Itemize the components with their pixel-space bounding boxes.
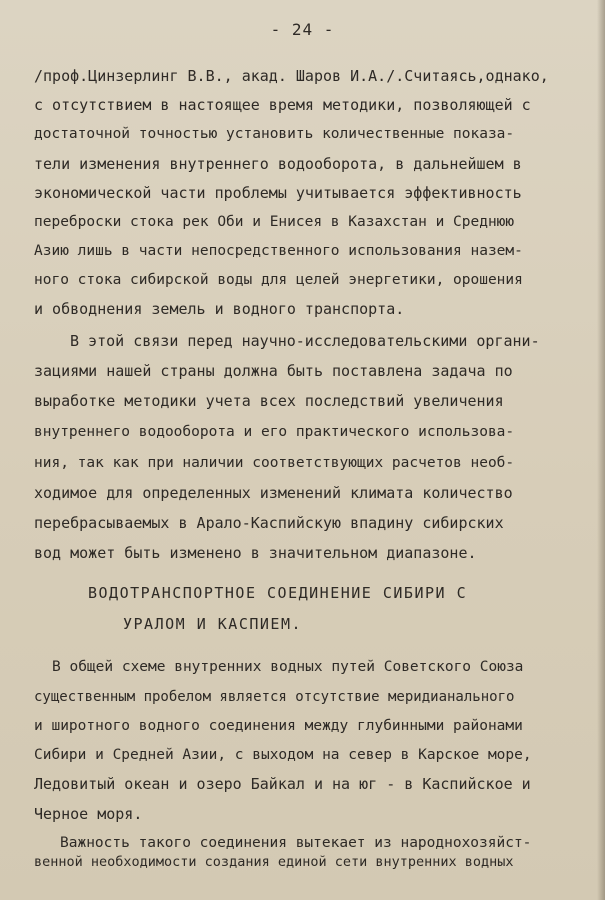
text-line: с отсутствием в настоящее время методики, позволяющей с	[34, 96, 531, 114]
text-line: венной необходимости создания единой сети внутренних водных	[34, 854, 514, 870]
text-line: переброски стока рек Оби и Енисея в Казахстан и Среднюю	[34, 214, 515, 230]
text-line: и обводнения земель и водного транспорта.	[34, 300, 405, 318]
text-line: внутреннего водооборота и его практического использова-	[34, 424, 515, 440]
text-line: выработке методики учета всех последствий увеличения	[34, 392, 504, 410]
text-line: ного стока сибирской воды для целей энергетики, орошения	[34, 272, 523, 288]
heading-line: УРАЛОМ И КАСПИЕМ.	[123, 615, 303, 633]
text-line: ния, так как при наличии соответствующих расчетов необ-	[34, 455, 515, 471]
text-line: В этой связи перед научно-исследовательскими органи-	[70, 332, 540, 350]
text-line: ходимое для определенных изменений климата количество	[34, 484, 513, 502]
text-line: Сибири и Средней Азии, с выходом на север в Карское море,	[34, 747, 532, 763]
text-line: зациями нашей страны должна быть поставлена задача по	[34, 362, 513, 380]
text-line: перебрасываемых в Арало-Каспийскую впадину сибирских	[34, 514, 504, 532]
text-line: вод может быть изменено в значительном диапазоне.	[34, 544, 477, 562]
text-line: тели изменения внутреннего водооборота, в дальнейшем в	[34, 155, 522, 173]
text-line: /проф.Цинзерлинг В.В., акад. Шаров И.А./.Считаясь,однако,	[34, 67, 549, 85]
text-line: существенным пробелом является отсутствие меридианального	[34, 689, 515, 705]
text-line: Ледовитый океан и озеро Байкал и на юг - в Каспийское и	[34, 775, 531, 793]
text-line: Азию лишь в части непосредственного использования назем-	[34, 243, 523, 259]
page-number: - 24 -	[270, 20, 335, 39]
text-line: и широтного водного соединения между глубинными районами	[34, 718, 523, 734]
heading-line: ВОДОТРАНСПОРТНОЕ СОЕДИНЕНИЕ СИБИРИ С	[88, 584, 468, 602]
text-line: В общей схеме внутренних водных путей Советского Союза	[52, 659, 524, 675]
text-line: Важность такого соединения вытекает из народнохозяйст-	[60, 835, 532, 851]
text-line: Черное моря.	[34, 805, 143, 823]
text-line: экономической части проблемы учитывается эффективность	[34, 184, 522, 202]
text-line: достаточной точностью установить количественные показа-	[34, 126, 515, 142]
